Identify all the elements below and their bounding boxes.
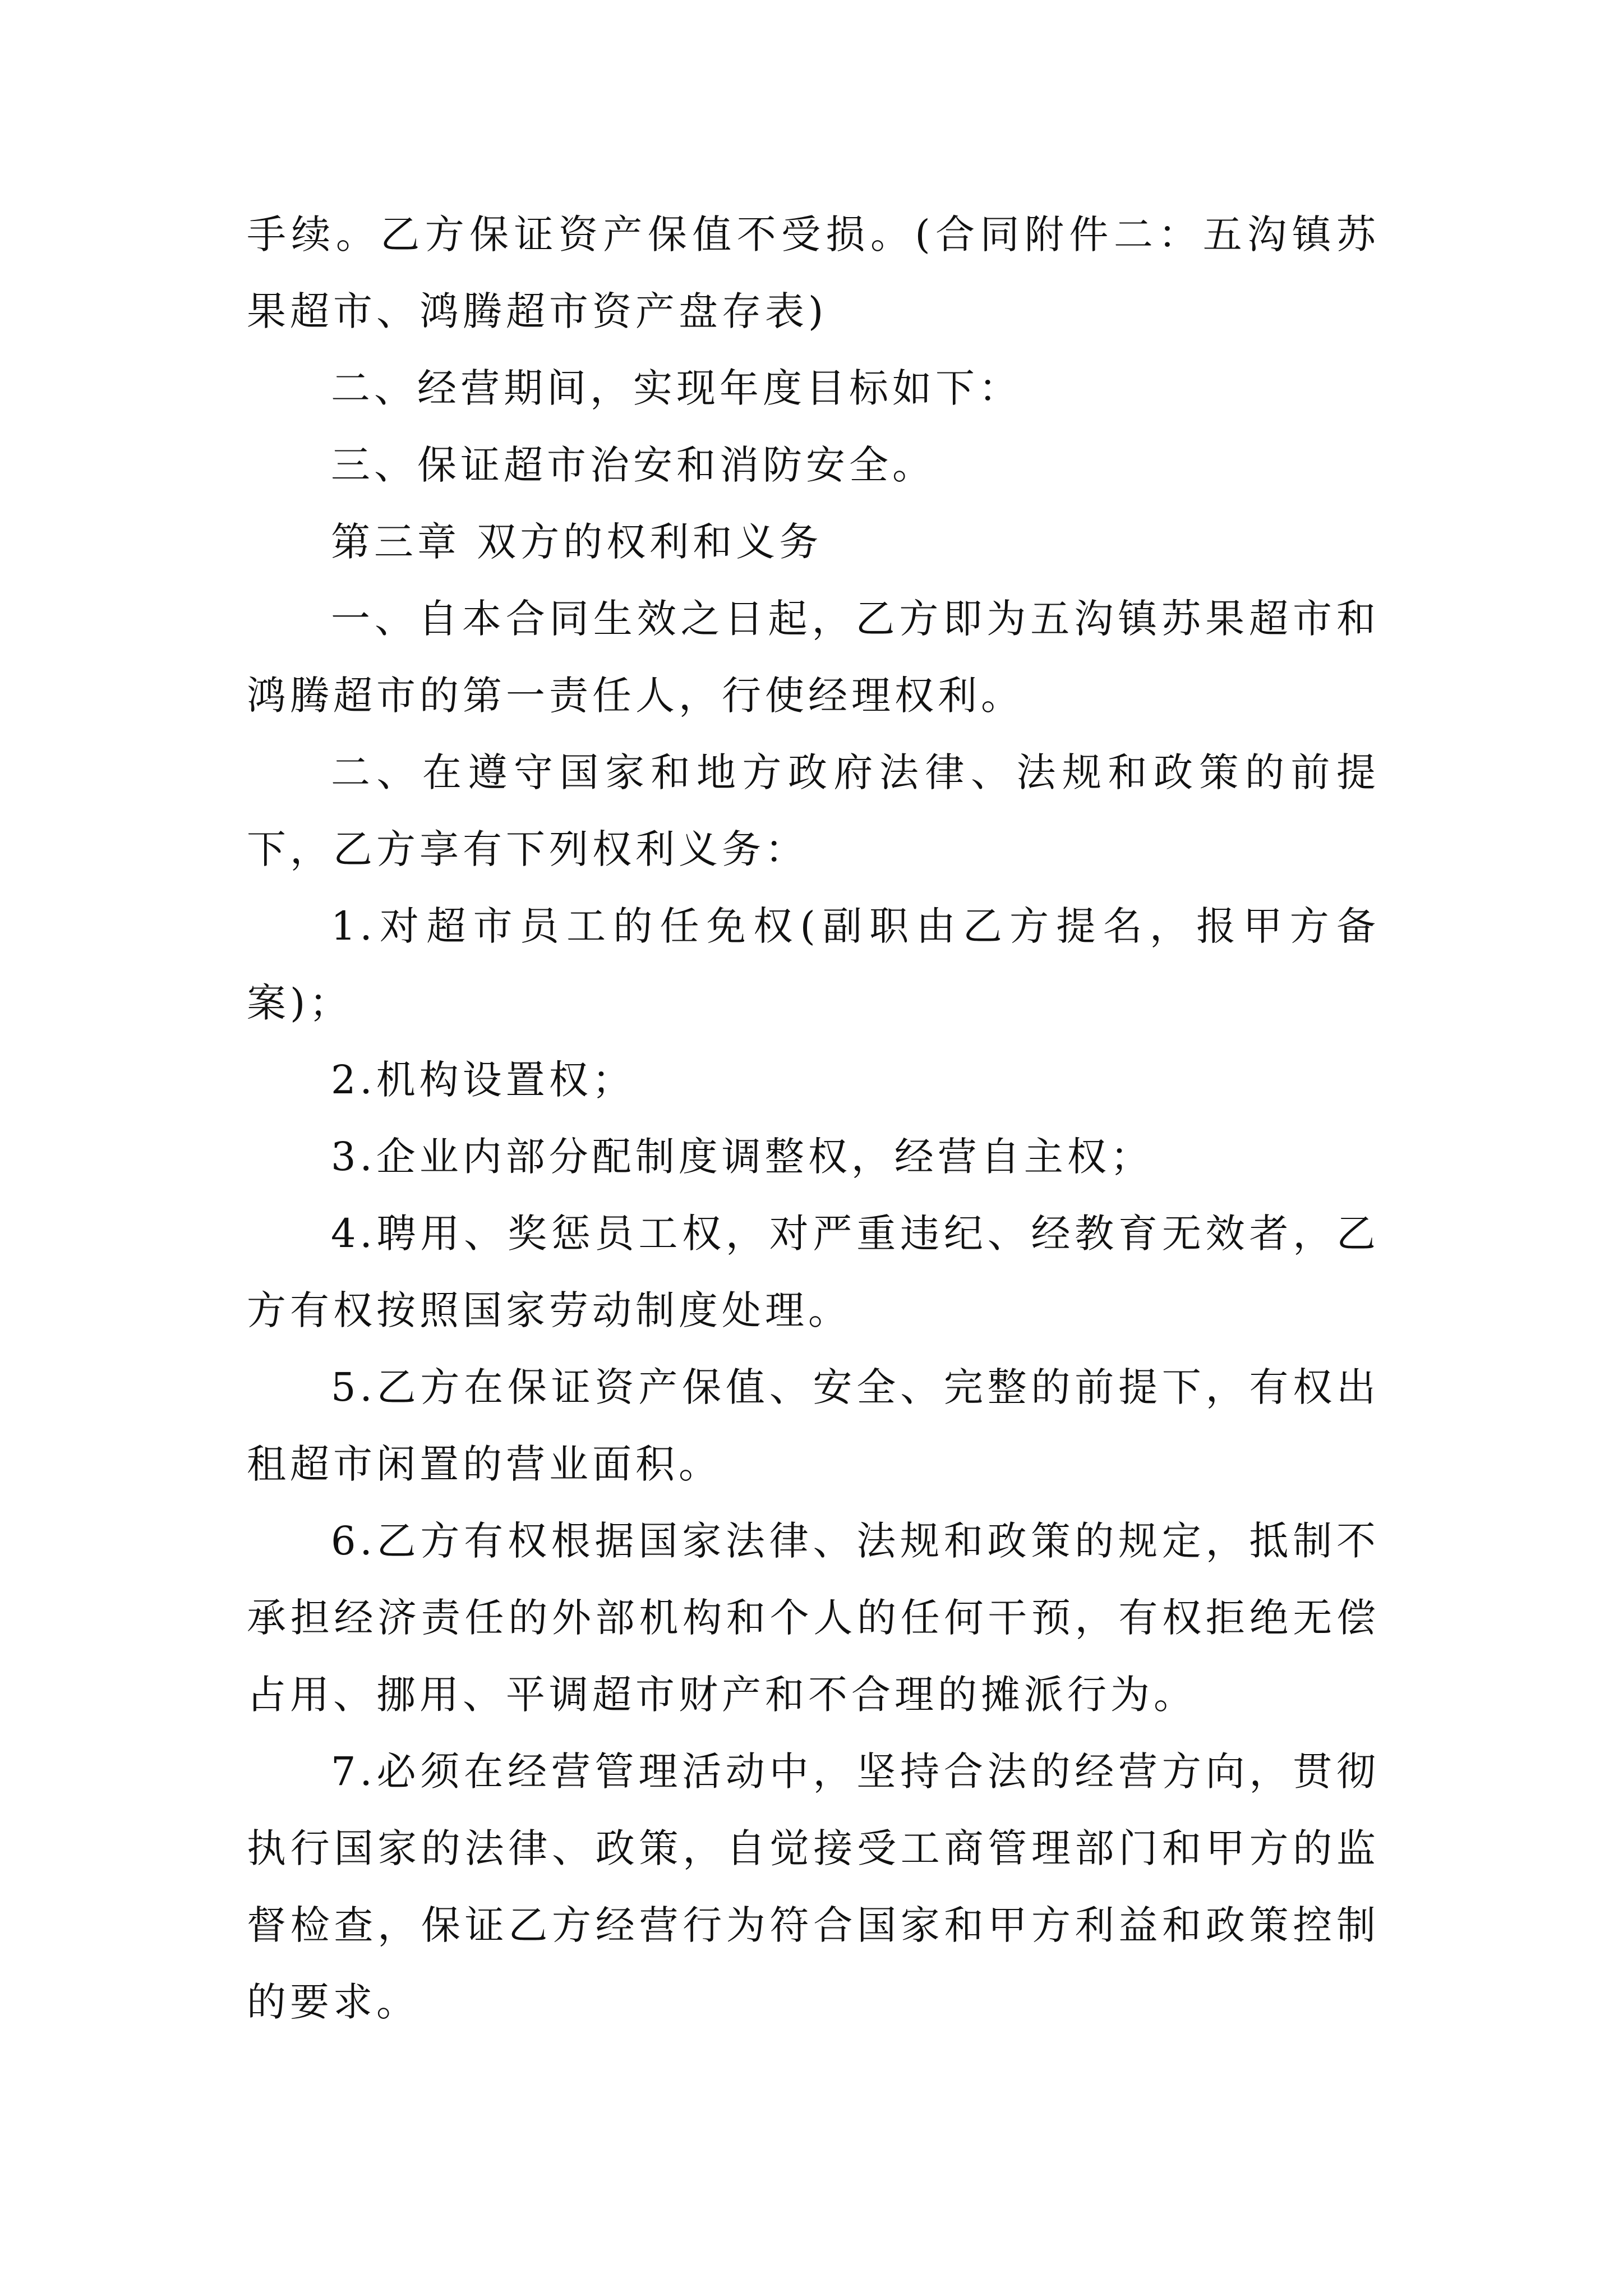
paragraph-responsible-person: 一、自本合同生效之日起，乙方即为五沟镇苏果超市和鸿腾超市的第一责任人，行使经理权利。 bbox=[247, 596, 1380, 719]
list-item-4: 4.聘用、奖惩员工权，对严重违纪、经教育无效者，乙方有权按照国家劳动制度处理。 bbox=[247, 1211, 1380, 1333]
list-item-3: 3.企业内部分配制度调整权，经营自主权； bbox=[331, 1134, 1154, 1180]
list-item-1: 1.对超市员工的任免权(副职由乙方提名，报甲方备案)； bbox=[247, 903, 1380, 1026]
list-item-6: 6.乙方有权根据国家法律、法规和政策的规定，抵制不承担经济责任的外部机构和个人的任何干预，有权拒绝无偿占用、挪用、平调超市财产和不合理的摊派行为。 bbox=[247, 1518, 1380, 1718]
paragraph-continuation: 手续。乙方保证资产保值不受损。(合同附件二：五沟镇苏果超市、鸿腾超市资产盘存表) bbox=[247, 211, 1380, 334]
list-item-7: 7.必须在经营管理活动中，坚持合法的经营方向，贯彻执行国家的法律、政策，自觉接受工商管理部门和甲方的监督检查，保证乙方经营行为符合国家和甲方利益和政策控制的要求。 bbox=[247, 1749, 1380, 2025]
list-item-2: 2.机构设置权； bbox=[331, 1057, 635, 1103]
paragraph-safety: 三、保证超市治安和消防安全。 bbox=[331, 442, 935, 488]
list-item-5: 5.乙方在保证资产保值、安全、完整的前提下，有权出租超市闲置的营业面积。 bbox=[247, 1364, 1380, 1487]
paragraph-annual-targets: 二、经营期间，实现年度目标如下： bbox=[331, 365, 1022, 411]
document-body bbox=[247, 196, 1380, 2041]
chapter-heading: 第三章 双方的权利和义务 bbox=[331, 519, 823, 565]
paragraph-rights-intro: 二、在遵守国家和地方政府法律、法规和政策的前提下，乙方享有下列权利义务： bbox=[247, 749, 1380, 872]
